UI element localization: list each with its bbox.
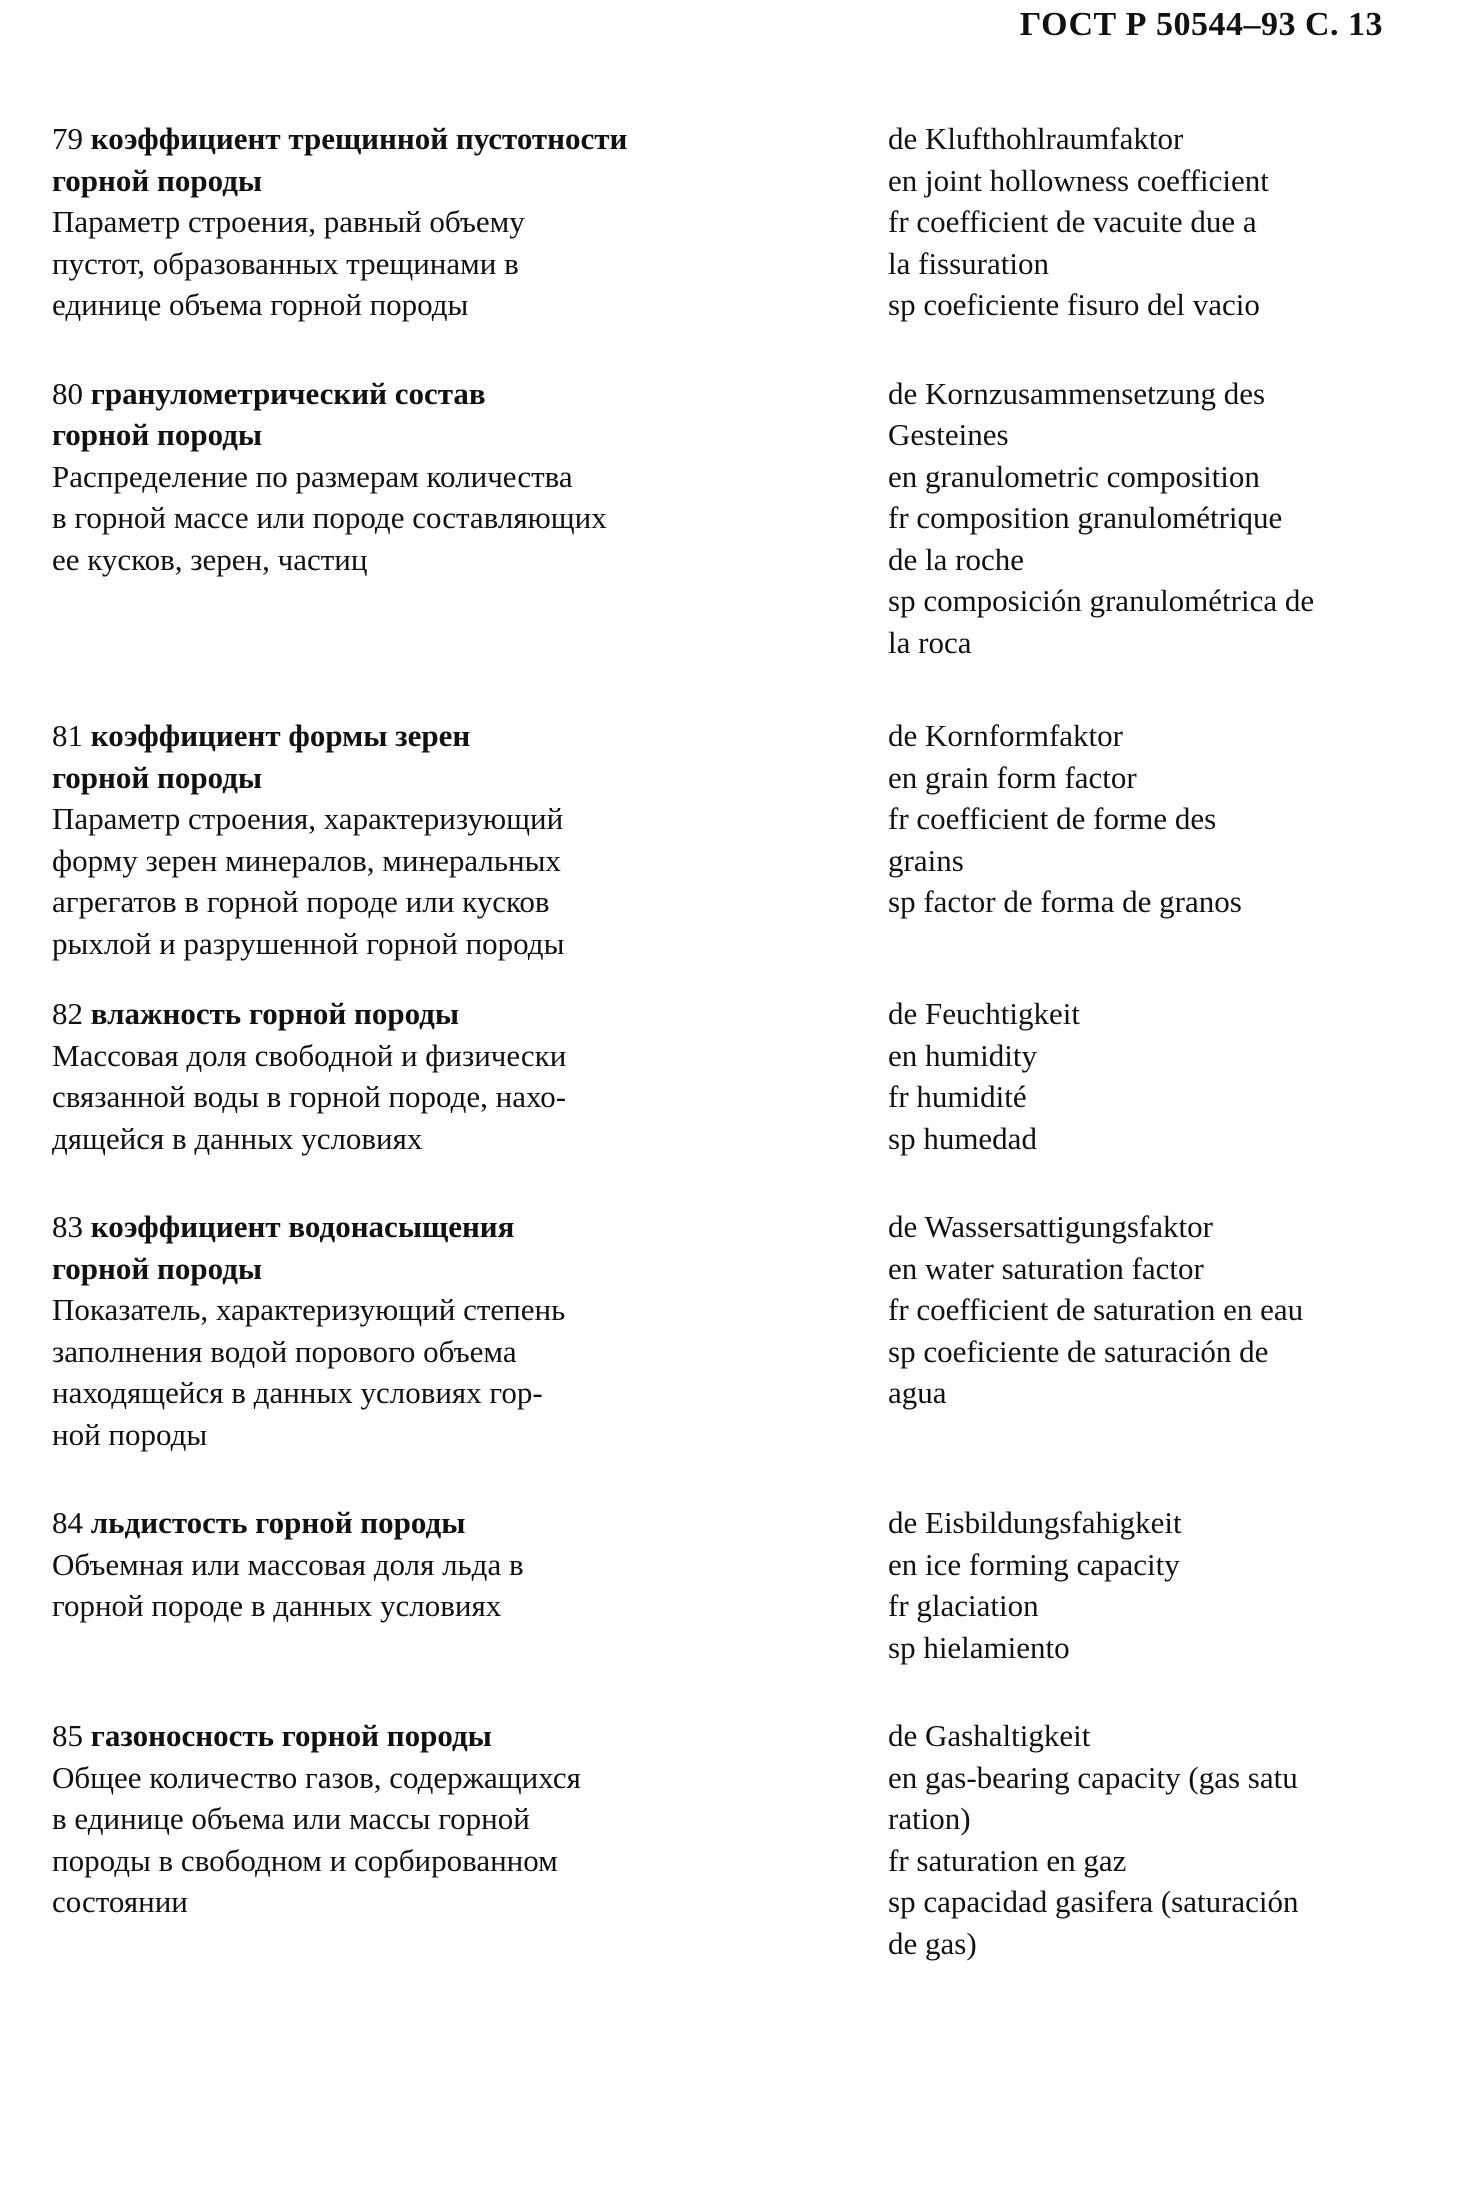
term-line [52, 1206, 732, 1248]
term-entry-84 [52, 1502, 1392, 1668]
term-line [52, 1248, 732, 1290]
term-line [52, 160, 732, 202]
definition-line: дящейся в данных условиях [52, 1120, 423, 1156]
term-text: коэффициент водонасыщения [90, 1209, 515, 1244]
entry-number: 81 [52, 718, 83, 753]
definition-line: Массовая доля свободной и физически [52, 1037, 567, 1073]
equivalent-line: en granulometric composition [888, 458, 1260, 494]
definition-line: Распределение по размерам количества [52, 458, 573, 494]
equivalent-line: fr coefficient de saturation en eau [888, 1292, 1304, 1327]
term-text: газоносность горной породы [90, 1718, 492, 1753]
equivalent-line: fr glaciation [888, 1588, 1039, 1623]
equivalent-line: sp capacidad gasifera (saturación [888, 1884, 1299, 1919]
term-line [52, 1715, 732, 1757]
definition-line: находящейся в данных условиях гор- [52, 1375, 543, 1410]
equivalent-line: fr humidité [888, 1079, 1027, 1114]
term-entry-85 [52, 1715, 1392, 1964]
term-entry-82 [52, 993, 1392, 1159]
equivalent-line: de Gashaltigkeit [888, 1718, 1091, 1753]
definition-line: форму зерен минералов, минеральных [52, 842, 561, 878]
definition-line: Общее количество газов, содержащихся [52, 1759, 581, 1795]
equivalent-line: sp hielamiento [888, 1629, 1070, 1665]
equivalent-line: ration) [888, 1801, 971, 1836]
equivalent-line: sp factor de forma de granos [888, 884, 1242, 919]
russian-column [52, 1715, 732, 1964]
term-text: горной породы [52, 417, 263, 452]
equivalent-line: agua [888, 1375, 947, 1410]
definition-line: Параметр строения, равный объему [52, 204, 525, 239]
definition-line: горной породе в данных условиях [52, 1588, 502, 1623]
russian-column [52, 373, 732, 664]
entry-number: 79 [52, 121, 83, 156]
term-entry-80 [52, 373, 1392, 664]
russian-column [52, 715, 732, 964]
entry-number: 82 [52, 996, 83, 1031]
foreign-equivalents [888, 118, 1392, 326]
definition-line: рыхлой и разрушенной горной породы [52, 925, 565, 961]
definition-line: единице объема горной породы [52, 287, 469, 322]
foreign-equivalents [888, 373, 1392, 664]
foreign-equivalents [888, 715, 1392, 964]
equivalent-line: Gesteines [888, 417, 1009, 452]
definition-line: пустот, образованных трещинами в [52, 245, 519, 281]
russian-column [52, 1206, 732, 1455]
term-line [52, 414, 732, 456]
definition-line: состоянии [52, 1884, 188, 1919]
definition-line: Показатель, характеризующий степень [52, 1292, 566, 1327]
definition-line: ее кусков, зерен, частиц [52, 541, 368, 577]
term-text: коэффициент формы зерен [90, 718, 471, 753]
term-line [52, 373, 732, 415]
term-line [52, 993, 732, 1035]
equivalent-line: en grain form factor [888, 759, 1137, 795]
term-text: влажность горной породы [90, 996, 460, 1031]
term-text: гранулометрический состав [90, 375, 486, 411]
term-line [52, 118, 732, 160]
foreign-equivalents [888, 1206, 1392, 1455]
definition-line: связанной воды в горной породе, нахо- [52, 1079, 567, 1114]
definition-line: породы в свободном и сорбированном [52, 1842, 558, 1878]
equivalent-line: de Wassersattigungsfaktor [888, 1209, 1213, 1244]
foreign-equivalents [888, 1715, 1392, 1964]
equivalent-line: de Eisbildungsfahigkeit [888, 1505, 1182, 1540]
equivalent-line: sp coeficiente fisuro del vacio [888, 287, 1260, 322]
term-line [52, 1502, 732, 1544]
equivalent-line: la roca [888, 624, 972, 660]
equivalent-line: grains [888, 842, 964, 878]
equivalent-line: de Feuchtigkeit [888, 996, 1080, 1031]
foreign-equivalents [888, 1502, 1392, 1668]
equivalent-line: sp coeficiente de saturación de [888, 1333, 1269, 1369]
definition-line: ной породы [52, 1416, 208, 1452]
entry-number: 80 [52, 375, 83, 411]
definition-line: в горной массе или породе составляющих [52, 500, 607, 535]
entry-number: 83 [52, 1209, 83, 1244]
equivalent-line: la fissuration [888, 245, 1049, 281]
page-header: ГОСТ Р 50544–93 С. 13 [1019, 6, 1383, 43]
russian-column [52, 118, 732, 326]
equivalent-line: de la roche [888, 541, 1024, 577]
equivalent-line: sp composición granulométrica de [888, 583, 1315, 618]
equivalent-line: sp humedad [888, 1120, 1037, 1156]
foreign-equivalents [888, 993, 1392, 1159]
term-text: коэффициент трещинной пустотности [90, 121, 628, 156]
equivalent-line: de gas) [888, 1925, 977, 1961]
entry-number: 84 [52, 1505, 83, 1540]
equivalent-line: en gas-bearing capacity (gas satu [888, 1759, 1298, 1795]
equivalent-line: en water saturation factor [888, 1250, 1204, 1286]
equivalent-line: en humidity [888, 1037, 1037, 1073]
term-line [52, 757, 732, 799]
equivalent-line: en joint hollowness coefficient [888, 162, 1269, 198]
equivalent-line: fr coefficient de vacuite due a [888, 204, 1257, 239]
definition-line: в единице объема или массы горной [52, 1801, 530, 1836]
term-text: горной породы [52, 1250, 263, 1286]
term-text: горной породы [52, 759, 263, 795]
definition-line: агрегатов в горной породе или кусков [52, 884, 550, 919]
equivalent-line: fr composition granulométrique [888, 500, 1283, 535]
russian-column [52, 1502, 732, 1668]
term-entry-83 [52, 1206, 1392, 1455]
equivalent-line: de Kornformfaktor [888, 718, 1123, 753]
term-entry-79 [52, 118, 1392, 326]
russian-column [52, 993, 732, 1159]
equivalent-line: de Kornzusammensetzung des [888, 375, 1266, 411]
definition-line: Объемная или массовая доля льда в [52, 1546, 524, 1582]
equivalent-line: fr coefficient de forme des [888, 801, 1217, 836]
term-line [52, 715, 732, 757]
definition-line: заполнения водой порового объема [52, 1333, 517, 1369]
term-text: горной породы [52, 162, 263, 198]
term-entry-81 [52, 715, 1392, 964]
definition-line: Параметр строения, характеризующий [52, 801, 564, 836]
term-entries [52, 118, 1392, 1964]
equivalent-line: fr saturation en gaz [888, 1842, 1127, 1878]
term-text: льдистость горной породы [90, 1505, 466, 1540]
entry-number: 85 [52, 1718, 83, 1753]
equivalent-line: de Klufthohlraumfaktor [888, 121, 1184, 156]
equivalent-line: en ice forming capacity [888, 1546, 1180, 1582]
